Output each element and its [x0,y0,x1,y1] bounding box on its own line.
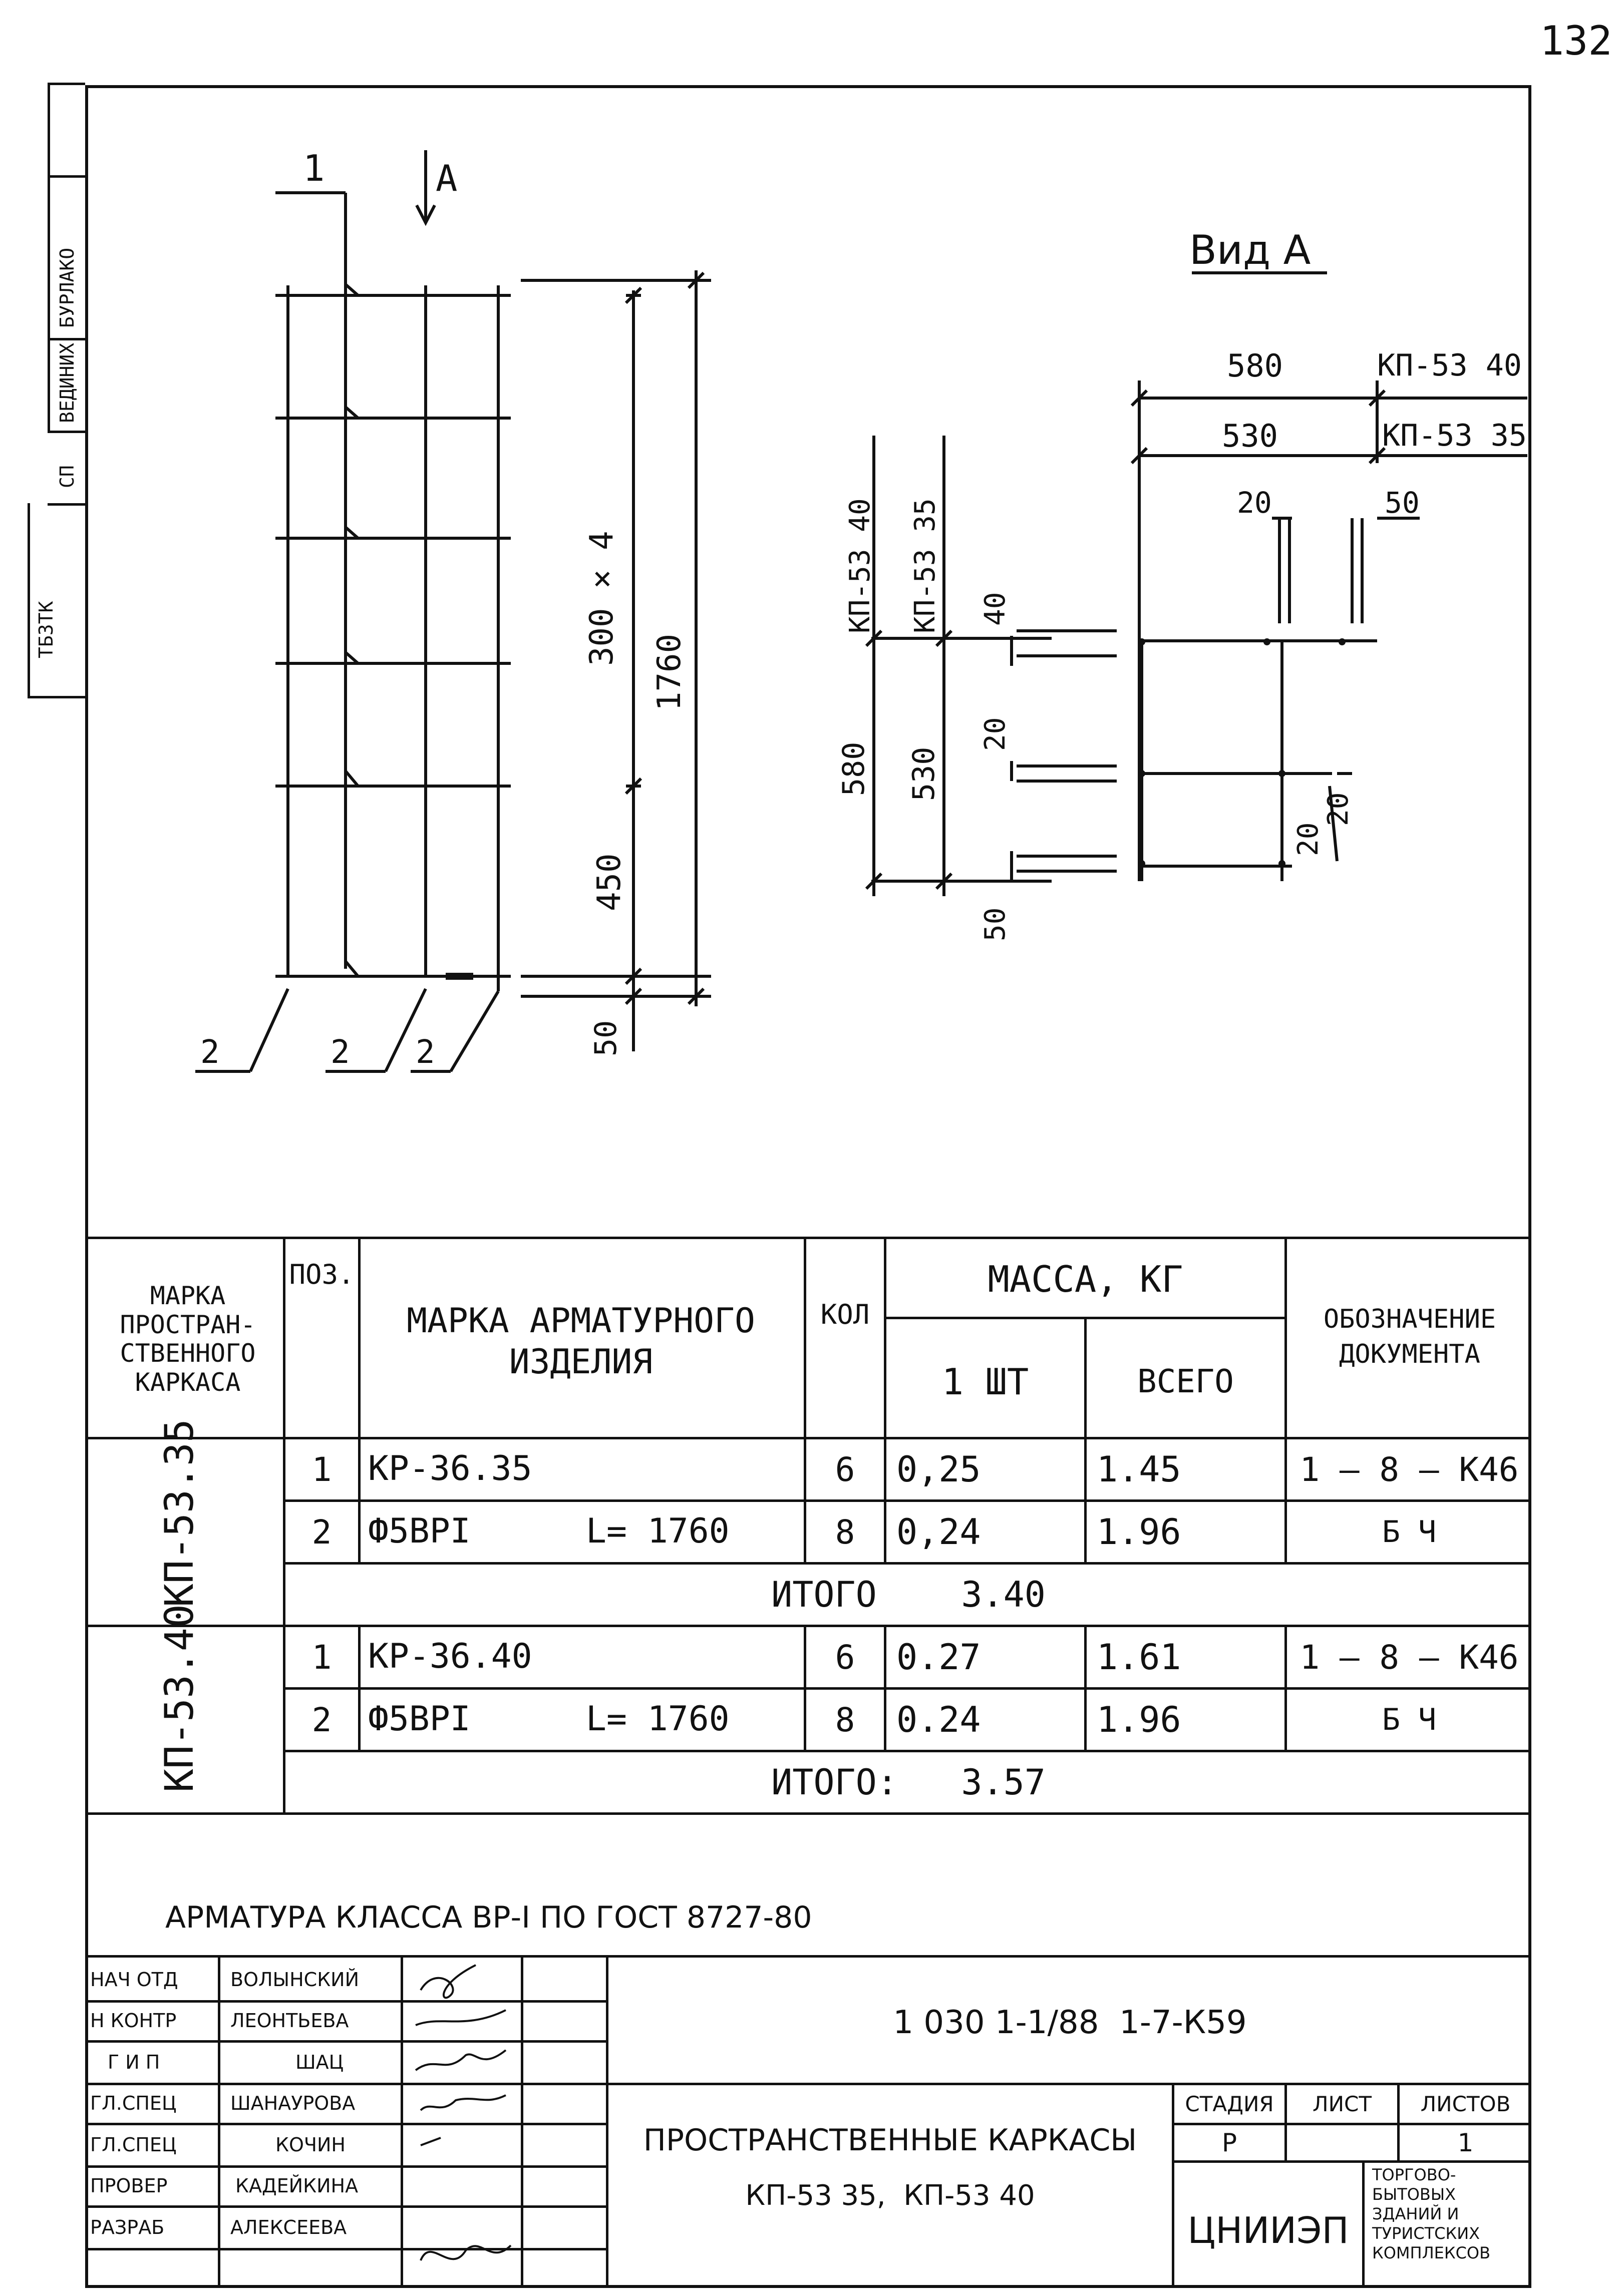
role-name: ШАЦ [295,2051,344,2073]
row-doc: Б Ч [1382,1702,1437,1737]
mark-kp5335: КП-53 35 [1382,418,1527,453]
row-mass-one: 0.24 [896,1699,981,1740]
role-name: ЛЕОНТЬЕВА [230,2010,349,2032]
row-doc: Б Ч [1382,1514,1437,1550]
stamp-tbztk: ТБЗТК [35,601,57,658]
sheet-value [1287,2125,1397,2160]
left-dim-530: 530 [906,746,941,801]
row-pos: 2 [311,1700,332,1739]
role-label: НАЧ ОТД [90,1969,178,1991]
role-label: ГЛ.СПЕЦ [90,2092,177,2114]
group-total: ИТОГО: 3.57 [771,1762,1046,1803]
row-mass-one: 0,25 [896,1449,981,1490]
view-arrow-label: А [436,157,458,199]
header-mass-total: ВСЕГО [1137,1363,1234,1400]
stamp-sp: СП [56,465,78,488]
header-doc: ОБОЗНАЧЕНИЕ ДОКУМЕНТА [1323,1304,1496,1369]
row-mass-total: 1.45 [1097,1449,1181,1490]
role-name: АЛЕКСЕЕВА [230,2216,347,2238]
pos-label: 2 [331,1034,350,1071]
dim-end: 50 [588,1020,623,1056]
title-block [85,1955,1531,2288]
signatures [406,1955,521,2288]
frame-mark-5340: КП-53.40 [157,1604,202,1792]
section-mark: 1 [303,147,325,189]
row-doc: 1 – 8 – К46 [1300,1638,1519,1677]
mark-kp5340: КП-53 40 [1377,348,1522,383]
header-qty: КОЛ [820,1298,870,1330]
role-name: КАДЕЙКИНА [235,2175,359,2197]
stamp-vedinih: ВЕДИНИХ [56,342,78,423]
small-dim-40: 40 [979,592,1012,626]
small-dim-20b: 20 [1292,822,1325,856]
row-length: L= 1760 [586,1699,730,1739]
header-frame-mark: МАРКА ПРОСТРАН- СТВЕННОГО КАРКАСА [120,1281,256,1397]
dim-bottom: 450 [591,853,628,911]
small-dim-20: 20 [979,717,1012,751]
org-description: ТОРГОВО- БЫТОВЫХ ЗДАНИЙ И ТУРИСТСКИХ КОМПЛЕКСОВ [1372,2165,1491,2263]
role-name: КОЧИН [275,2134,346,2156]
dim-580: 580 [1227,347,1283,384]
stamp-burlako: БУРЛАКО [56,247,78,328]
role-label: РАЗРАБ [90,2216,165,2238]
group-total: ИТОГО 3.40 [771,1574,1046,1615]
row-pos: 1 [311,1450,332,1489]
drawing-title-1: ПРОСТРАНСТВЕННЫЕ КАРКАСЫ [643,2123,1137,2158]
stage-label: СТАДИЯ [1185,2092,1274,2116]
row-length: L= 1760 [586,1511,730,1551]
dim-spacing: 300 × 4 [583,531,620,666]
role-label: ПРОВЕР [90,2175,168,2197]
row-qty: 8 [835,1700,855,1739]
row-mass-total: 1.61 [1097,1637,1181,1678]
row-mass-total: 1.96 [1097,1511,1181,1553]
small-dim-20c: 20 [1322,792,1355,826]
row-pos: 2 [311,1512,332,1552]
row-mass-total: 1.96 [1097,1699,1181,1740]
stage-value: Р [1221,2128,1237,2157]
view-a-title: Вид А [1189,227,1311,273]
frame-mark-5335: КП-53.35 [157,1419,202,1607]
row-product: Ф5ВРI [368,1699,471,1739]
sheets-value: 1 [1457,2128,1474,2157]
row-product: КР-36.35 [368,1449,532,1488]
org-name: ЦНИИЭП [1187,2209,1349,2251]
row-qty: 8 [835,1512,855,1552]
row-product: Ф5ВРI [368,1511,471,1551]
role-label: ГЛ.СПЕЦ [90,2134,177,2156]
detail-dim-20: 20 [1237,486,1272,520]
left-mark-kp5340: КП-53 40 [844,498,876,633]
row-doc: 1 – 8 – К46 [1300,1450,1519,1489]
row-mass-one: 0.27 [896,1637,981,1678]
reinforcement-note: АРМАТУРА КЛАССА ВР-I ПО ГОСТ 8727-80 [165,1900,812,1935]
spec-table [85,1237,1531,1827]
row-pos: 1 [311,1638,332,1677]
role-name: ШАНАУРОВА [230,2092,356,2114]
header-mass: МАССА, КГ [988,1258,1183,1300]
dim-total: 1760 [651,633,688,711]
small-dim-50: 50 [979,907,1012,941]
role-name: ВОЛЫНСКИЙ [230,1969,360,1991]
role-label: Г И П [108,2051,160,2073]
pos-label: 2 [200,1034,220,1071]
row-qty: 6 [835,1450,855,1489]
row-qty: 6 [835,1638,855,1677]
dim-530: 530 [1222,418,1278,454]
sheet-label: ЛИСТ [1313,2092,1372,2116]
sheets-label: ЛИСТОВ [1420,2092,1511,2116]
left-mark-kp5335: КП-53 35 [909,498,941,633]
row-product: КР-36.40 [368,1637,532,1676]
pos-label: 2 [416,1034,435,1071]
detail-dim-50: 50 [1385,486,1420,520]
header-mass-one: 1 ШТ [941,1361,1029,1403]
header-pos: ПОЗ. [289,1258,355,1290]
row-mass-one: 0,24 [896,1511,981,1553]
page-number: 132 [1540,18,1612,64]
header-product-mark: МАРКА АРМАТУРНОГО ИЗДЕЛИЯ [407,1301,755,1382]
drawing-title-2: КП-53 35, КП-53 40 [745,2179,1035,2212]
left-dim-580: 580 [836,741,871,796]
role-label: Н КОНТР [90,2010,177,2032]
document-code: 1 030 1-1/88 1-7-К59 [893,2004,1247,2041]
